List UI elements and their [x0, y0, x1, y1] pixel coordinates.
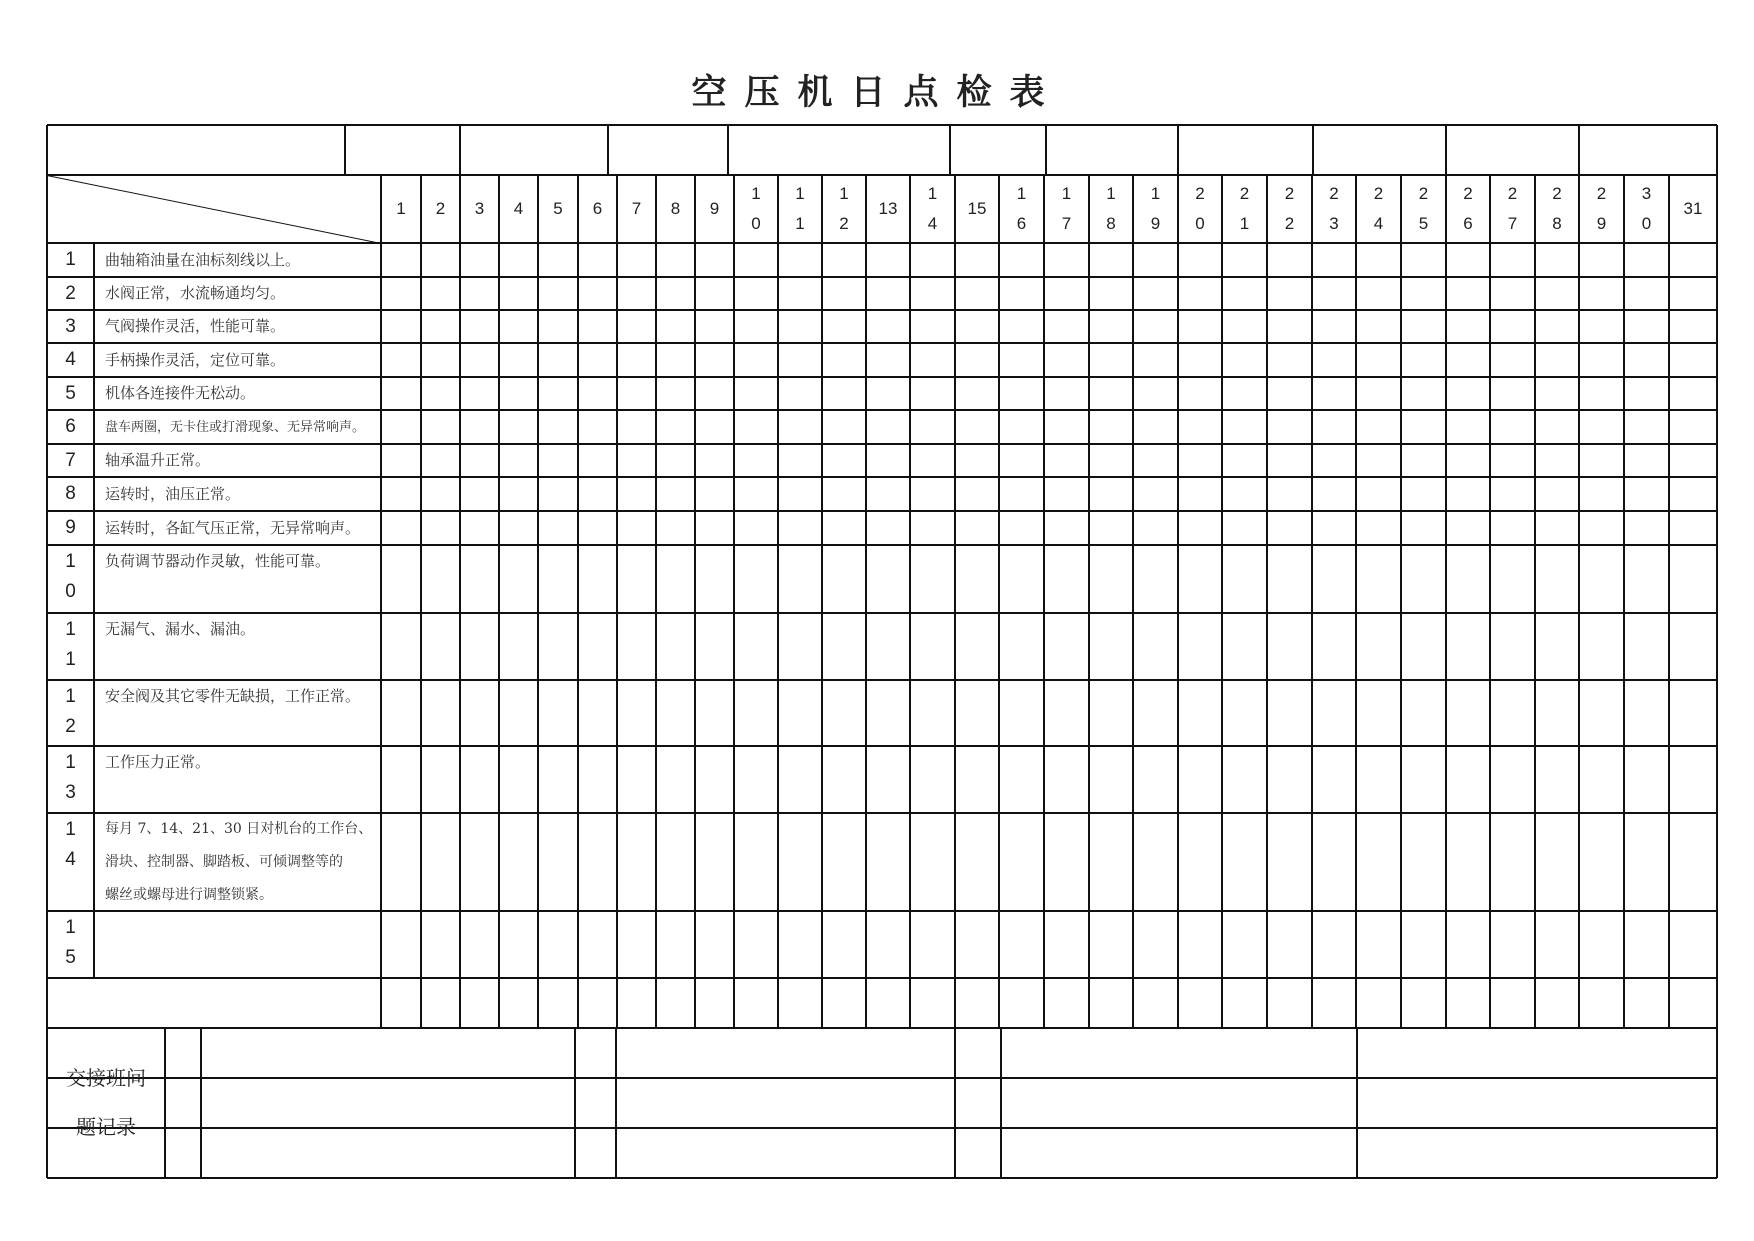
- item-text-line: 滑块、控制器、脚踏板、可倾调整等的: [105, 854, 343, 870]
- day-header-15: [955, 175, 999, 243]
- grid-line: [1534, 175, 1535, 1028]
- handover-note-field[interactable]: [616, 1128, 955, 1178]
- grid-line: [537, 175, 538, 1028]
- day-digit: 1: [839, 184, 849, 203]
- item-text-line: 水阀正常，水流畅通均匀。: [105, 284, 286, 302]
- monthly-found-unit: [1650, 1028, 1690, 1078]
- item-content: [94, 911, 381, 978]
- day-digit: 13: [878, 199, 898, 218]
- item-number-digit: 1: [65, 686, 76, 707]
- item-number: [47, 277, 94, 310]
- item-number: [47, 545, 94, 613]
- day-header-10: [734, 175, 778, 243]
- item-number-digit: 2: [65, 282, 76, 304]
- day-digit: 9: [1150, 214, 1161, 233]
- date-header-label: [258, 175, 350, 207]
- grid-line: [694, 175, 695, 1028]
- item-number-digit: 1: [65, 649, 76, 670]
- item-content: [94, 545, 381, 613]
- item-text-line: 机体各连接件无松动。: [105, 384, 256, 402]
- team-leader-label: [958, 125, 1040, 175]
- item-text-line: 气阀操作灵活，性能可靠。: [105, 317, 286, 335]
- grid-line: [344, 125, 345, 175]
- day-digit: 1: [751, 184, 761, 203]
- item-number-digit: 0: [65, 581, 76, 602]
- grid-line: [1355, 175, 1356, 1028]
- day-digit: 6: [1016, 214, 1027, 233]
- item-content: [94, 813, 381, 911]
- day-digit: 31: [1683, 199, 1703, 218]
- handover-number: [955, 1128, 1001, 1178]
- day-digit: 2: [1373, 184, 1384, 203]
- item-text-line: 工作压力正常。: [105, 753, 211, 771]
- grid-line: [577, 175, 578, 1028]
- team-leader-field[interactable]: [1046, 125, 1178, 175]
- monthly-found-label: [1368, 1028, 1560, 1078]
- day-header-4: [499, 175, 538, 243]
- day-digit: 0: [1641, 214, 1652, 233]
- item-number: [47, 746, 94, 813]
- item-number-digit: 5: [65, 382, 76, 404]
- day-header-13: [866, 175, 910, 243]
- item-text-line: 无漏气、漏水、漏油。: [105, 620, 256, 638]
- handover-note-field[interactable]: [1001, 1128, 1357, 1178]
- item-number: [47, 813, 94, 911]
- day-digit: 3: [1329, 214, 1339, 233]
- handover-note-field[interactable]: [616, 1028, 955, 1078]
- item-number-digit: 4: [65, 349, 76, 370]
- day-header-12: [822, 175, 866, 243]
- day-digit: 1: [1016, 184, 1027, 203]
- day-digit: 0: [751, 214, 761, 233]
- day-header-5: [538, 175, 578, 243]
- item-text-line: 螺丝或螺母进行调整锁紧。: [105, 887, 273, 903]
- monthly-fixed-unit: [1650, 1078, 1690, 1128]
- day-digit: 9: [1596, 214, 1607, 233]
- day-digit: 1: [1106, 184, 1116, 203]
- grid-line: [909, 175, 910, 1028]
- grid-line: [655, 175, 656, 1028]
- day-header-6: [578, 175, 617, 243]
- handover-number: [955, 1028, 1001, 1078]
- item-content: [94, 277, 381, 310]
- item-content: [94, 243, 381, 277]
- operator-a-label: [1189, 125, 1300, 175]
- day-digit: 15: [967, 199, 987, 218]
- grid-line: [1578, 175, 1579, 1028]
- day-digit: 1: [1239, 214, 1250, 233]
- day-digit: 2: [1596, 184, 1607, 203]
- day-digit: 4: [927, 214, 938, 233]
- item-number-digit: 1: [65, 752, 76, 773]
- item-number: [47, 377, 94, 410]
- handover-label: [47, 1028, 165, 1178]
- day-digit: 9: [709, 199, 720, 218]
- grid-line: [1221, 175, 1222, 1028]
- day-digit: 2: [1239, 184, 1250, 203]
- day-header-19: [1133, 175, 1178, 243]
- handover-number: [165, 1078, 201, 1128]
- equipment-model-field[interactable]: [728, 125, 950, 175]
- grid-line: [1311, 175, 1312, 1028]
- day-digit: 8: [670, 199, 681, 218]
- grid-line: [733, 175, 734, 1028]
- day-digit: 0: [1195, 214, 1205, 233]
- day-header-21: [1222, 175, 1267, 243]
- day-digit: 1: [795, 184, 805, 203]
- other-label: [1368, 1128, 1460, 1178]
- content-header-label: [104, 209, 200, 241]
- team-leader-confirm-label: [94, 978, 330, 1028]
- asset-number-field[interactable]: [460, 125, 608, 175]
- handover-label-line: 题记录: [76, 1115, 136, 1139]
- item-text-line: 手柄操作灵活，定位可靠。: [105, 350, 286, 369]
- grid-line: [1043, 175, 1045, 1028]
- day-header-26: [1446, 175, 1490, 243]
- item-content: [94, 613, 381, 680]
- day-header-28: [1535, 175, 1579, 243]
- item-content: [94, 746, 381, 813]
- grid-line: [1445, 175, 1446, 1028]
- item-number-digit: 1: [65, 819, 76, 840]
- day-digit: 3: [1641, 184, 1652, 203]
- day-digit: 1: [795, 214, 805, 233]
- asset-number-label: [355, 125, 450, 175]
- day-digit: 1: [396, 199, 406, 218]
- item-number-digit: 5: [65, 947, 76, 968]
- item-content: [94, 310, 381, 343]
- day-header-11: [778, 175, 822, 243]
- team-label: [278, 125, 330, 175]
- item-number: [47, 477, 94, 511]
- day-digit: 2: [1329, 184, 1339, 203]
- item-number: [47, 911, 94, 978]
- day-digit: 1: [1150, 184, 1161, 203]
- grid-line: [1400, 175, 1402, 1028]
- item-number: [47, 343, 94, 377]
- day-header-27: [1490, 175, 1535, 243]
- day-digit: 7: [631, 199, 642, 218]
- grid-line: [1623, 175, 1624, 1028]
- handover-note-field[interactable]: [1001, 1028, 1357, 1078]
- handover-number: [165, 1128, 201, 1178]
- item-number-digit: 8: [65, 483, 76, 504]
- item-number: [47, 310, 94, 343]
- day-header-7: [617, 175, 656, 243]
- day-header-9: [695, 175, 734, 243]
- item-number-digit: 1: [65, 917, 76, 938]
- grid-line: [865, 175, 866, 1028]
- item-number: [47, 243, 94, 277]
- operator-b-label: [1456, 125, 1570, 175]
- item-content: [94, 477, 381, 511]
- item-text-line: 轴承温升正常。: [105, 451, 211, 469]
- equipment-model-label: [618, 125, 720, 175]
- grid-line: [1716, 125, 1718, 1178]
- day-digit: 1: [1061, 184, 1072, 203]
- operator-b-field[interactable]: [1579, 125, 1717, 175]
- grid-line: [420, 175, 421, 1028]
- day-digit: 6: [592, 199, 603, 218]
- day-digit: 2: [1507, 184, 1518, 203]
- day-digit: 8: [1552, 214, 1562, 233]
- grid-line: [777, 175, 778, 1028]
- item-number: [47, 511, 94, 545]
- item-number-digit: 3: [65, 315, 76, 337]
- day-header-20: [1178, 175, 1222, 243]
- item-content: [94, 444, 381, 477]
- item-number-digit: 7: [65, 449, 76, 471]
- day-digit: 2: [839, 214, 849, 233]
- day-header-24: [1356, 175, 1401, 243]
- grid-line: [1132, 175, 1133, 1028]
- item-text-line: 安全阀及其它零件无缺损，工作正常。: [105, 687, 361, 705]
- day-header-29: [1579, 175, 1624, 243]
- day-digit: 5: [553, 199, 563, 218]
- grid-line: [1177, 175, 1178, 1028]
- page-title: 空压机日点检表: [691, 72, 1063, 113]
- handover-note-field[interactable]: [616, 1078, 955, 1128]
- grid-line: [459, 175, 461, 1028]
- day-digit: 2: [1418, 184, 1429, 203]
- item-text-line: 运转时，油压正常。: [105, 484, 241, 503]
- day-header-23: [1312, 175, 1356, 243]
- handover-number: [575, 1078, 616, 1128]
- grid-line: [821, 175, 822, 1028]
- monthly-fixed-label: [1368, 1078, 1560, 1128]
- day-header-25: [1401, 175, 1446, 243]
- day-header-16: [999, 175, 1044, 243]
- day-header-17: [1044, 175, 1089, 243]
- grid-line: [1489, 175, 1490, 1028]
- handover-number: [575, 1128, 616, 1178]
- day-header-22: [1267, 175, 1312, 243]
- day-header-1: [381, 175, 421, 243]
- day-digit: 3: [474, 199, 485, 218]
- day-digit: 2: [1463, 184, 1473, 203]
- item-text-line: 运转时，各缸气压正常，无异常响声。: [105, 518, 361, 537]
- handover-note-field[interactable]: [201, 1078, 575, 1128]
- handover-note-field[interactable]: [201, 1028, 575, 1078]
- day-header-8: [656, 175, 695, 243]
- item-content: [94, 680, 381, 746]
- day-digit: 2: [1552, 184, 1562, 203]
- grid-line: [1088, 175, 1089, 1028]
- day-header-18: [1089, 175, 1133, 243]
- day-header-2: [421, 175, 460, 243]
- grid-line: [1266, 175, 1267, 1028]
- item-text-line: 每月 7、14、21、30 日对机台的工作台、: [105, 821, 373, 837]
- day-header-3: [460, 175, 499, 243]
- grid-line: [616, 175, 617, 1028]
- handover-number: [165, 1028, 201, 1078]
- item-number: [47, 410, 94, 444]
- workshop-label: [157, 125, 205, 175]
- day-header-14: [910, 175, 955, 243]
- item-number-digit: 2: [65, 716, 76, 737]
- day-header-30: [1624, 175, 1669, 243]
- item-number-digit: 1: [65, 619, 76, 640]
- item-number-digit: 1: [65, 551, 76, 572]
- day-digit: 1: [927, 184, 938, 203]
- grid-line: [998, 175, 999, 1028]
- day-digit: 2: [1284, 214, 1295, 233]
- item-content: [94, 511, 381, 545]
- handover-number: [575, 1028, 616, 1078]
- item-content: [94, 343, 381, 377]
- day-digit: 2: [1195, 184, 1205, 203]
- operator-a-field[interactable]: [1313, 125, 1446, 175]
- item-content: [94, 377, 381, 410]
- item-text-line: 曲轴箱油量在油标刻线以上。: [105, 250, 301, 269]
- grid-line: [954, 175, 955, 1028]
- day-header-31: [1669, 175, 1717, 243]
- item-number-digit: 6: [65, 416, 76, 437]
- item-content: [94, 410, 381, 444]
- item-text-line: 负荷调节器动作灵敏，性能可靠。: [105, 552, 331, 570]
- handover-note-field[interactable]: [201, 1128, 575, 1178]
- handover-note-field[interactable]: [1001, 1078, 1357, 1128]
- handover-number: [955, 1078, 1001, 1128]
- day-digit: 8: [1106, 214, 1116, 233]
- item-text-line: 盘车两圈，无卡住或打滑现象、无异常响声。: [105, 419, 366, 435]
- day-digit: 7: [1061, 214, 1072, 233]
- item-number: [47, 613, 94, 680]
- item-number: [47, 444, 94, 477]
- day-digit: 4: [1373, 214, 1384, 233]
- item-number: [47, 680, 94, 746]
- grid-line: [498, 175, 499, 1028]
- day-digit: 4: [513, 199, 524, 218]
- day-digit: 2: [435, 199, 446, 218]
- item-number-digit: 4: [65, 849, 76, 870]
- day-digit: 6: [1463, 214, 1473, 233]
- item-number-digit: 9: [65, 517, 76, 538]
- handover-label-line: 交接班问: [66, 1066, 146, 1090]
- item-number-digit: 1: [65, 249, 76, 270]
- grid-line: [1668, 175, 1669, 1028]
- day-digit: 2: [1284, 184, 1295, 203]
- item-number-digit: 3: [65, 782, 76, 803]
- day-digit: 5: [1418, 214, 1429, 233]
- day-digit: 7: [1507, 214, 1518, 233]
